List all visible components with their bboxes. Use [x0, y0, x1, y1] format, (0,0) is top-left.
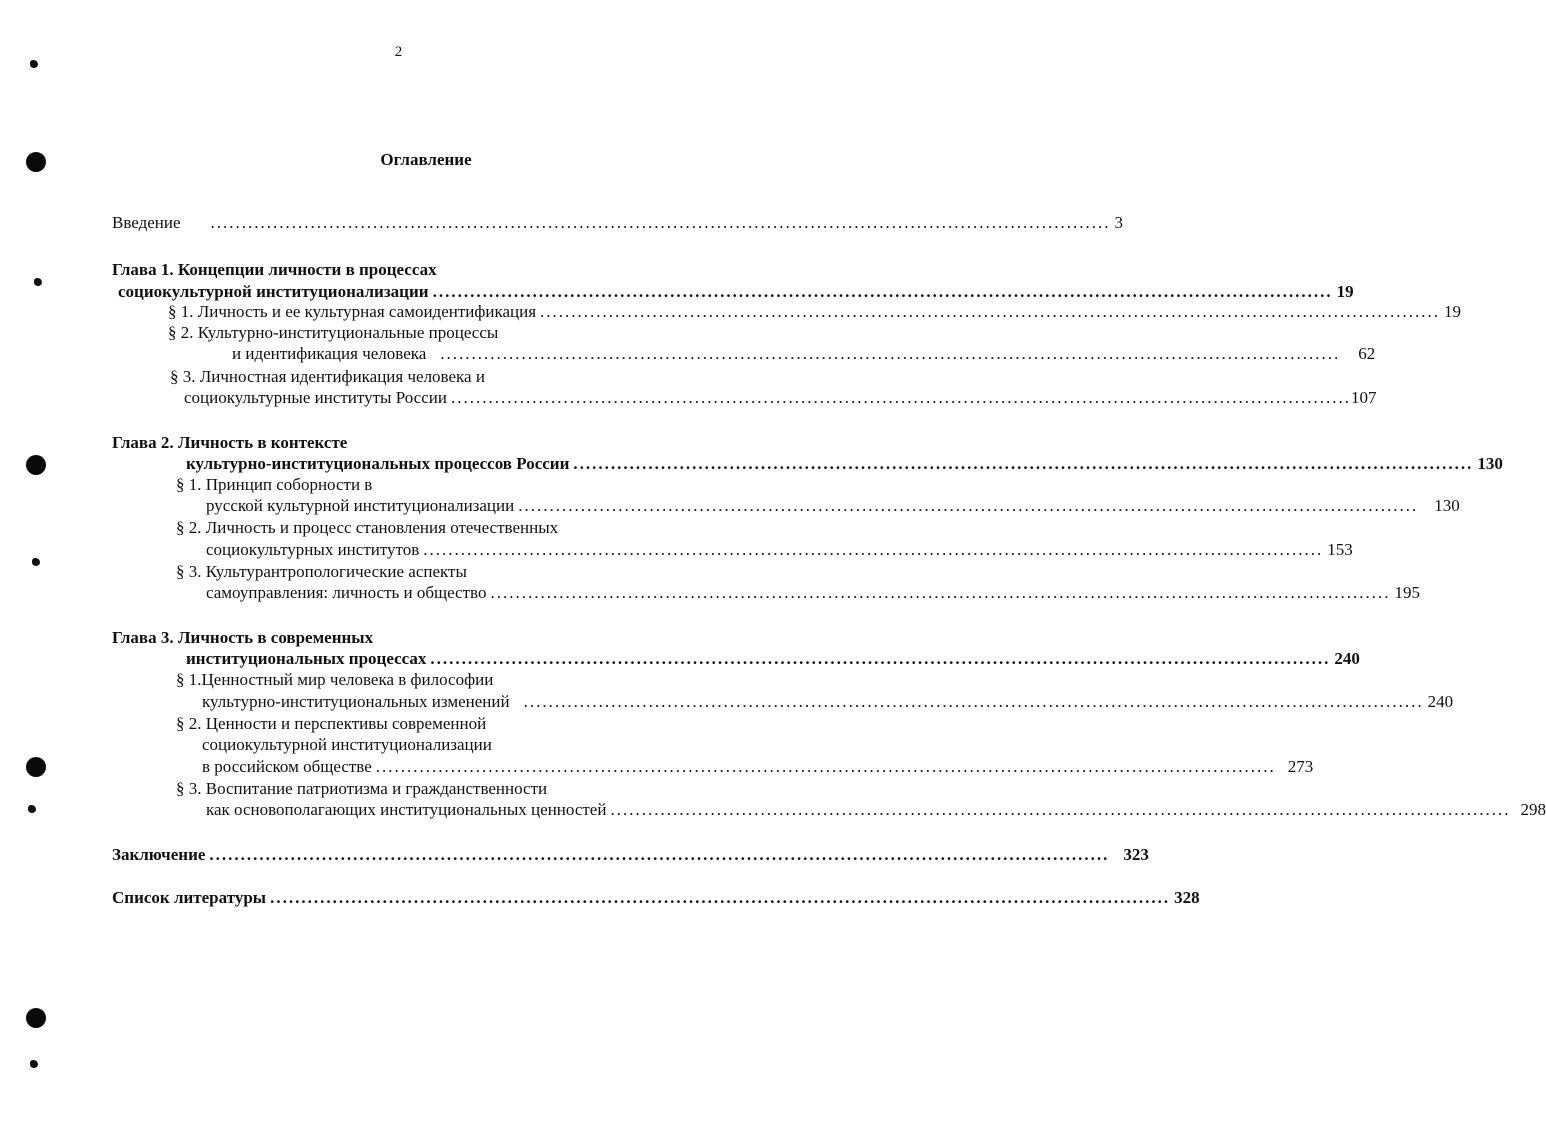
toc-entry-ch2-s2[interactable]: [206, 539, 1353, 561]
chapter1-title[interactable]: Глава 1. Концепции личности в процессах: [112, 260, 437, 279]
dot-leader: ................................................................................................................................................: [573, 454, 1474, 473]
toc-entry-ch2-s3[interactable]: [206, 582, 1420, 604]
toc-entry-ch3-s2-line1[interactable]: § 2. Ценности и перспективы современной: [176, 714, 487, 733]
dot-leader: ................................................................................................................................................: [430, 649, 1331, 668]
toc-entry-label: как основополагающих институциональных ценностей: [206, 800, 607, 819]
toc-entry-ch2-s2-line1[interactable]: § 2. Личность и процесс становления отечественных: [176, 518, 559, 537]
chapter3-title[interactable]: Глава 3. Личность в современных: [112, 628, 374, 647]
scan-speck: [34, 278, 42, 286]
toc-entry-label: Заключение: [112, 845, 206, 864]
toc-entry-label: самоуправления: личность и общество: [206, 583, 487, 602]
toc-entry-page: 195: [1394, 583, 1420, 602]
binder-hole: [26, 757, 46, 777]
dot-leader: ................................................................................................................................................: [490, 583, 1391, 602]
binder-hole: [26, 455, 46, 475]
toc-entry-label: Список литературы: [112, 888, 267, 907]
dot-leader: ................................................................................................................................................: [450, 388, 1351, 407]
scan-speck: [30, 1060, 38, 1068]
toc-entry-label: и идентификация человека: [232, 344, 427, 363]
toc-entry-ch3-s1-line1[interactable]: § 1.Ценностный мир человека в философии: [176, 670, 494, 689]
toc-entry-page: 298: [1520, 800, 1546, 819]
toc-entry-conclusion[interactable]: [112, 844, 1149, 866]
toc-entry-ch3-s3[interactable]: [206, 799, 1546, 821]
dot-leader: ................................................................................................................................................: [423, 540, 1324, 559]
toc-entry-page: 323: [1123, 845, 1149, 864]
dot-leader: ................................................................................................................................................: [375, 757, 1276, 776]
scan-speck: [32, 558, 40, 566]
toc-entry-page: 19: [1336, 282, 1354, 301]
toc-entry-ch3-s1[interactable]: [202, 691, 1454, 713]
binder-hole: [26, 1008, 46, 1028]
toc-entry-label: социокультурной институционализации: [118, 282, 429, 301]
toc-entry-label: культурно-институциональных изменений: [202, 692, 510, 711]
dot-leader: ................................................................................................................................................: [523, 692, 1424, 711]
toc-entry-ch1-s1[interactable]: [168, 301, 1462, 323]
toc-entry-page: 240: [1427, 692, 1454, 711]
toc-entry-ch2-s1[interactable]: [206, 495, 1460, 517]
page-number: 2: [394, 44, 403, 60]
toc-entry-page: 130: [1477, 454, 1503, 473]
dot-leader: ................................................................................................................................................: [210, 213, 1111, 232]
toc-entry-page: 240: [1334, 649, 1360, 668]
scan-speck: [28, 805, 36, 813]
toc-entry-ch3-s2-line2[interactable]: социокультурной институционализации: [202, 735, 492, 754]
toc-entry-label: культурно-институциональных процессов России: [186, 454, 570, 473]
toc-entry-chapter2[interactable]: [186, 453, 1503, 475]
toc-entry-ch1-s3-line1[interactable]: § 3. Личностная идентификация человека и: [170, 367, 485, 386]
toc-entry-chapter3[interactable]: [186, 648, 1360, 670]
toc-entry-ch1-s2[interactable]: [232, 343, 1376, 365]
toc-entry-page: 130: [1434, 496, 1460, 515]
dot-leader: ................................................................................................................................................: [540, 302, 1441, 321]
toc-entry-label: русской культурной институционализации: [206, 496, 515, 515]
toc-entry-introduction[interactable]: [112, 212, 1124, 234]
dot-leader: ................................................................................................................................................: [518, 496, 1419, 515]
toc-entry-page: 153: [1327, 540, 1353, 559]
toc-entry-page: 107: [1350, 388, 1377, 407]
toc-entry-bibliography[interactable]: [112, 887, 1200, 909]
toc-entry-page: 62: [1358, 344, 1376, 363]
toc-entry-page: 273: [1287, 757, 1314, 776]
toc-entry-label: § 1. Личность и ее культурная самоидентификация: [168, 302, 537, 321]
toc-entry-ch3-s3-line1[interactable]: § 3. Воспитание патриотизма и гражданственности: [176, 779, 548, 798]
toc-entry-ch2-s3-line1[interactable]: § 3. Культурантропологические аспекты: [176, 562, 467, 581]
chapter2-title[interactable]: Глава 2. Личность в контексте: [112, 433, 348, 452]
dot-leader: ................................................................................................................................................: [432, 282, 1333, 301]
toc-entry-page: 19: [1444, 302, 1462, 321]
toc-entry-ch1-s3[interactable]: [184, 387, 1377, 409]
toc-title: Оглавление: [380, 150, 472, 169]
toc-entry-label: институциональных процессах: [186, 649, 427, 668]
toc-entry-page: 3: [1114, 213, 1124, 232]
dot-leader: ................................................................................................................................................: [610, 800, 1511, 819]
dot-leader: ................................................................................................................................................: [209, 845, 1110, 864]
toc-entry-chapter1[interactable]: [118, 281, 1354, 303]
toc-entry-page: 328: [1174, 888, 1200, 907]
toc-entry-label: Введение: [112, 213, 181, 232]
dot-leader: ................................................................................................................................................: [270, 888, 1171, 907]
toc-entry-ch3-s2[interactable]: [202, 756, 1314, 778]
toc-entry-label: социокультурные институты России: [184, 388, 447, 407]
scan-speck: [30, 60, 38, 68]
dot-leader: ................................................................................................................................................: [440, 344, 1341, 363]
toc-entry-label: социокультурных институтов: [206, 540, 420, 559]
toc-entry-label: в российском обществе: [202, 757, 372, 776]
toc-entry-ch2-s1-line1[interactable]: § 1. Принцип соборности в: [176, 475, 373, 494]
toc-entry-ch1-s2-line1[interactable]: § 2. Культурно-институциональные процессы: [168, 323, 499, 342]
